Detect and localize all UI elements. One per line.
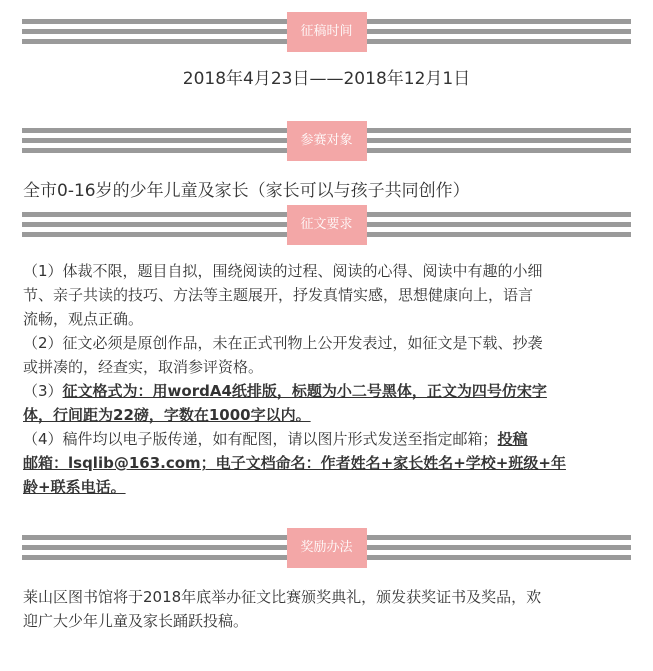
section-header-deadline [22, 12, 631, 52]
format-requirement-bold: 体，行间距为22磅，字数在1000字以内。 [23, 406, 311, 424]
section-badge: 征文要求 [286, 205, 366, 245]
requirement-line: （1）体裁不限，题目自拟，围绕阅读的过程、阅读的心得、阅读中有趣的小细 [23, 262, 543, 280]
section-header-requirements [22, 205, 631, 245]
awards-line: 莱山区图书馆将于2018年底举办征文比赛颁奖典礼，颁发获奖证书及奖品，欢 [23, 588, 542, 606]
section-badge: 奖励办法 [286, 528, 366, 568]
submission-bold: 龄+联系电话。 [23, 478, 126, 496]
submission-prefix: （4）稿件均以电子版传递，如有配图，请以图片形式发送至指定邮箱； [23, 430, 498, 448]
submission-line [23, 451, 566, 475]
requirement-line: 或拼凑的，经查实，取消参评资格。 [23, 358, 264, 376]
submission-line [23, 427, 528, 451]
section-badge: 参赛对象 [286, 121, 366, 161]
submission-line [23, 475, 126, 499]
requirement-line: 节、亲子共读的技巧、方法等主题展开，抒发真情实感，思想健康向上，语言 [23, 286, 534, 304]
format-requirement-line [23, 379, 547, 403]
deadline-date: 2018年4月23日——2018年12月1日 [182, 69, 471, 89]
format-requirement-bold: 征文格式为：用wordA4纸排版，标题为小二号黑体，正文为四号仿宋字 [62, 382, 547, 400]
section-badge: 征稿时间 [286, 12, 366, 52]
format-prefix: （3） [23, 382, 63, 400]
section-header-awards [22, 528, 631, 568]
format-requirement-line [23, 403, 311, 427]
awards-line: 迎广大少年儿童及家长踊跃投稿。 [23, 612, 249, 630]
requirement-line: 流畅，观点正确。 [23, 310, 144, 328]
requirement-line: （2）征文必须是原创作品，未在正式刊物上公开发表过，如征文是下载、抄袭 [23, 334, 543, 352]
submission-bold: 投稿 [497, 430, 528, 448]
section-header-participants [22, 121, 631, 161]
submission-email-line: 邮箱：lsqlib@163.com；电子文档命名：作者姓名+家长姓名+学校+班级+年 [23, 454, 566, 472]
participants-text: 全市0-16岁的少年儿童及家长（家长可以与孩子共同创作） [23, 181, 470, 201]
